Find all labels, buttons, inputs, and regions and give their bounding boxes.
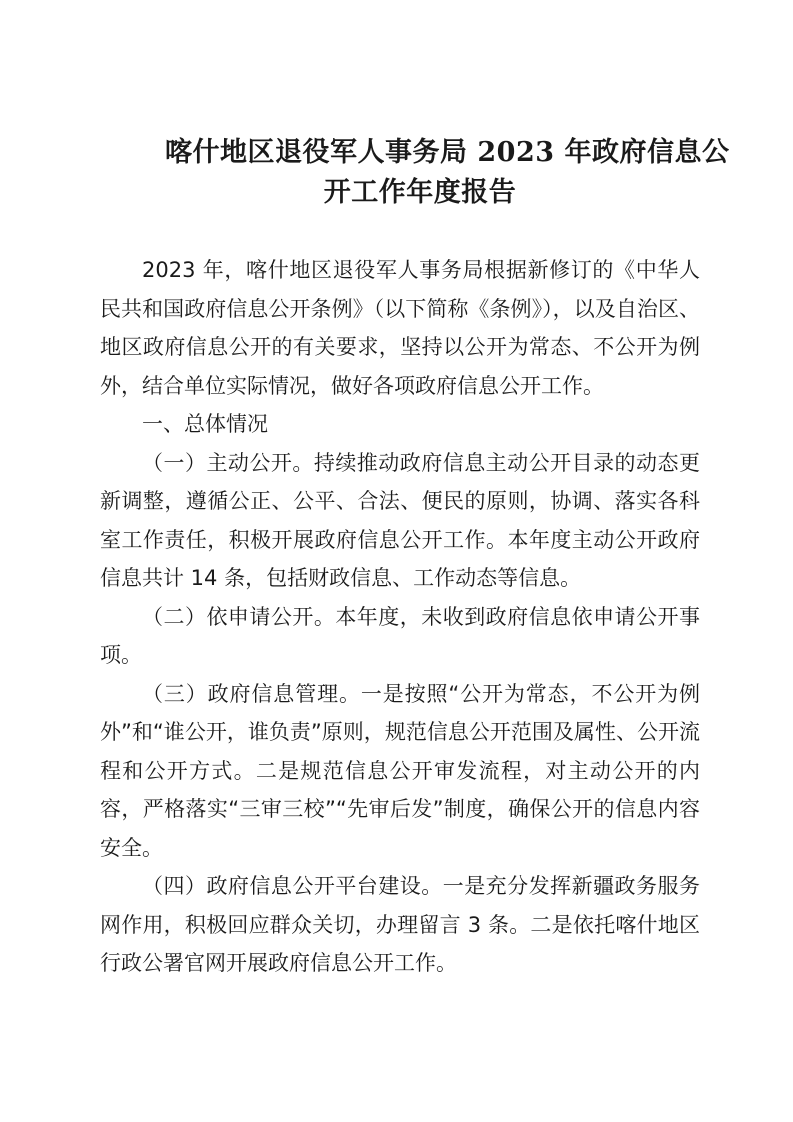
title-line-1: 喀什地区退役军人事务局 2023 年政府信息公 (165, 137, 730, 168)
paragraph-active-disclosure: （一）主动公开。持续推动政府信息主动公开目录的动态更新调整，遵循公正、公平、合法、便民的原则，协调、落实各科室工作责任，积极开展政府信息公开工作。本年度主动公开政府信息共计 14 条，包括财政信息、工作动态等信息。 (100, 450, 700, 590)
paragraph-request-disclosure: （二）依申请公开。本年度，未收到政府信息依申请公开事项。 (100, 604, 700, 667)
paragraph-intro: 2023 年，喀什地区退役军人事务局根据新修订的《中华人民共和国政府信息公开条例》（以下简称《条例》），以及自治区、地区政府信息公开的有关要求，坚持以公开为常态、不公开为例外，结合单位实际情况，做好各项政府信息公开工作。 (100, 258, 700, 398)
paragraph-info-management: （三）政府信息管理。一是按照“公开为常态，不公开为例外”和“谁公开，谁负责”原则，规范信息公开范围及属性、公开流程和公开方式。二是规范信息公开审发流程，对主动公开的内容，严格落实“三审三校”“先审后发”制度，确保公开的信息内容安全。 (100, 681, 700, 860)
title-line-2: 开工作年度报告 (323, 177, 517, 208)
document-title (100, 133, 740, 213)
section-heading-overview: 一、总体情况 (142, 412, 268, 436)
document-body (100, 251, 700, 983)
paragraph-platform-building: （四）政府信息公开平台建设。一是充分发挥新疆政务服务网作用，积极回应群众关切，办理留言 3 条。二是依托喀什地区行政公署官网开展政府信息公开工作。 (100, 874, 700, 975)
